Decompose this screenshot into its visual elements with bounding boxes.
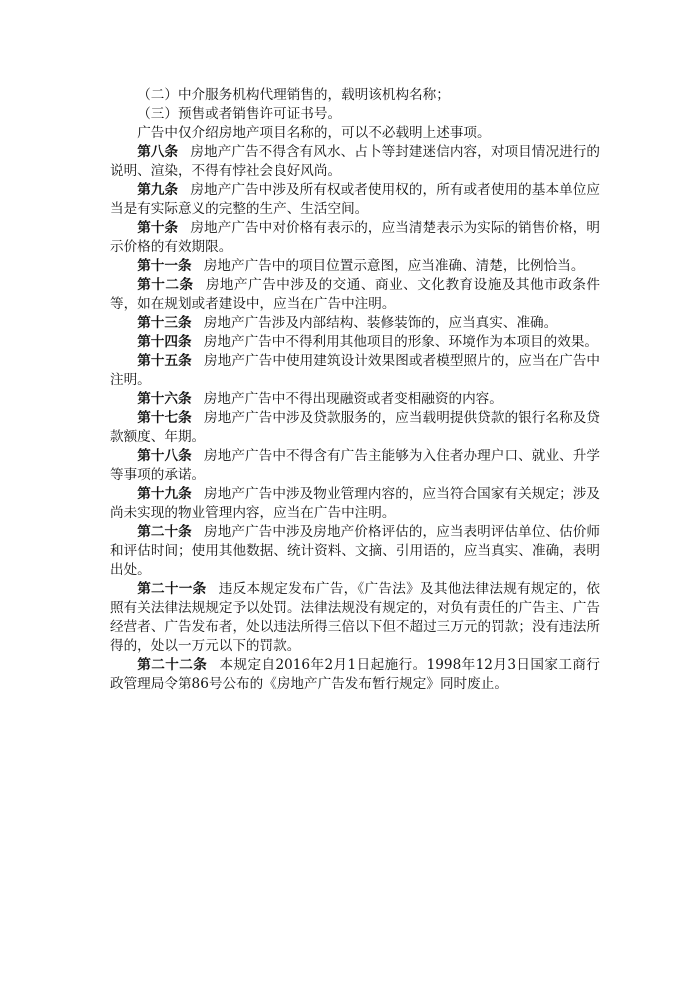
article-number: 第十三条	[137, 315, 192, 331]
article-number: 第二十二条	[137, 657, 208, 673]
article-19	[110, 485, 600, 523]
article-text: 房地产广告不得含有风水、占卜等封建迷信内容，对项目情况进行的说明、渲染，不得有悖社会良好风尚。	[110, 144, 600, 179]
article-number: 第八条	[137, 144, 179, 160]
article-text: 房地产广告涉及内部结构、装修装饰的，应当真实、准确。	[203, 315, 558, 331]
paragraph-text: 广告中仅介绍房地产项目名称的，可以不必载明上述事项。	[137, 125, 491, 141]
article-9	[110, 181, 600, 219]
article-15	[110, 352, 600, 390]
article-18	[110, 447, 600, 485]
article-number: 第十条	[137, 220, 179, 236]
article-number: 第十九条	[137, 486, 192, 502]
article-text: 房地产广告中的项目位置示意图，应当准确、清楚，比例恰当。	[203, 258, 585, 274]
article-number: 第十七条	[137, 410, 192, 426]
article-text: 房地产广告中对价格有表示的，应当清楚表示为实际的销售价格，明示价格的有效期限。	[110, 220, 600, 255]
article-text: 房地产广告中涉及贷款服务的，应当载明提供贷款的银行名称及贷款额度、年期。	[110, 410, 600, 445]
article-text: 房地产广告中不得利用其他项目的形象、环境作为本项目的效果。	[203, 334, 599, 350]
article-22	[110, 656, 600, 694]
article-text: 房地产广告中涉及所有权或者使用权的，所有或者使用的基本单位应当是有实际意义的完整的生产、生活空间。	[110, 182, 600, 217]
article-14	[110, 333, 600, 352]
article-20	[110, 523, 600, 580]
article-text: 房地产广告中涉及物业管理内容的，应当符合国家有关规定；涉及尚未实现的物业管理内容，应当在广告中注明。	[110, 486, 600, 521]
article-16	[110, 390, 600, 409]
article-8	[110, 143, 600, 181]
article-text: 房地产广告中不得出现融资或者变相融资的内容。	[203, 391, 503, 407]
article-10	[110, 219, 600, 257]
article-number: 第十四条	[137, 334, 192, 350]
document-page	[110, 86, 600, 694]
paragraph-text: （二）中介服务机构代理销售的，载明该机构名称；	[137, 87, 450, 103]
article-text: 违反本规定发布广告，《广告法》及其他法律法规有规定的，依照有关法律法规规定予以处罚。法律法规没有规定的，对负有责任的广告主、广告经营者、广告发布者，处以违法所得三倍以下但不超过三万元的罚款；没有违法所得的，处以一万元以下的罚款。	[110, 581, 600, 654]
article-number: 第十六条	[137, 391, 192, 407]
article-12	[110, 276, 600, 314]
article-text: 房地产广告中使用建筑设计效果图或者模型照片的，应当在广告中注明。	[110, 353, 600, 388]
article-17	[110, 409, 600, 447]
paragraph-item-2	[110, 86, 600, 105]
paragraph-text: （三）预售或者销售许可证书号。	[137, 106, 342, 122]
article-number: 第九条	[137, 182, 179, 198]
article-text: 本规定自2016年2月1日起施行。1998年12月3日国家工商行政管理局令第86号公布的《房地产广告发布暂行规定》同时废止。	[110, 657, 601, 692]
article-number: 第二十一条	[137, 581, 207, 597]
article-number: 第十五条	[137, 353, 192, 369]
article-text: 房地产广告中涉及的交通、商业、文化教育设施及其他市政条件等，如在规划或者建设中，应当在广告中注明。	[110, 277, 601, 312]
article-number: 第十一条	[137, 258, 192, 274]
article-21	[110, 580, 600, 656]
paragraph-note	[110, 124, 600, 143]
article-text: 房地产广告中涉及房地产价格评估的，应当表明评估单位、估价师和评估时间；使用其他数据、统计资料、文摘、引用语的，应当真实、准确，表明出处。	[110, 524, 600, 578]
article-text: 房地产广告中不得含有广告主能够为入住者办理户口、就业、升学等事项的承诺。	[110, 448, 600, 483]
article-11	[110, 257, 600, 276]
article-number: 第二十条	[137, 524, 192, 540]
paragraph-item-3	[110, 105, 600, 124]
article-number: 第十八条	[137, 448, 192, 464]
article-number: 第十二条	[137, 277, 194, 293]
article-13	[110, 314, 600, 333]
